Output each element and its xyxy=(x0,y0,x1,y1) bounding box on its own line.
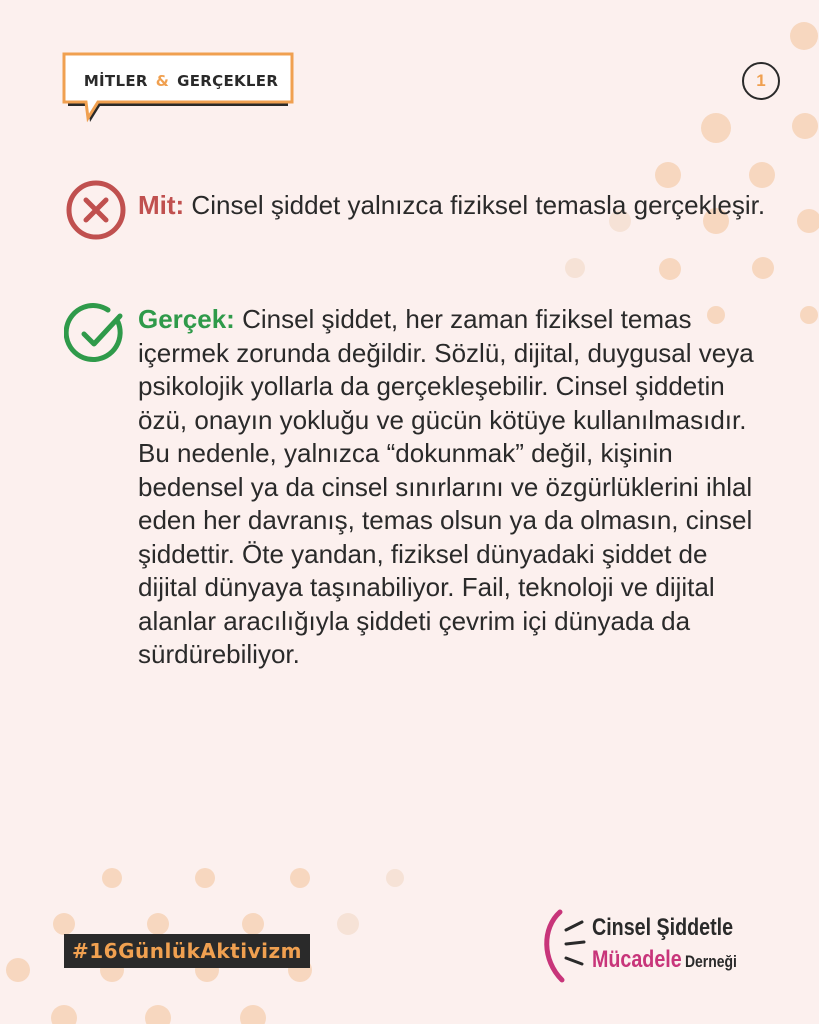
fact-statement xyxy=(138,303,768,672)
myth-block xyxy=(138,189,768,223)
myth-statement xyxy=(138,189,768,223)
badge-title xyxy=(64,56,298,106)
fact-label: Gerçek: xyxy=(138,304,235,334)
logo-mark-icon xyxy=(536,908,586,986)
logo-word-rest: Derneği xyxy=(684,952,737,971)
title-badge xyxy=(64,56,298,106)
x-circle-icon xyxy=(64,178,128,242)
organization-logo xyxy=(536,908,766,988)
myth-label: Mit: xyxy=(138,190,185,220)
logo-name-line2 xyxy=(592,946,737,974)
badge-word-facts: GERÇEKLER xyxy=(177,72,279,90)
page-number: 1 xyxy=(742,62,780,100)
badge-word-myths: MİTLER xyxy=(83,72,148,90)
fact-text: Cinsel şiddet, her zaman fiziksel temas içermek zorunda değildir. Sözlü, dijital, duygusal veya psikolojik yollarla da gerçekleşebilir. Cinsel şiddetin özü, onayın yokluğu ve gücün kötüye kullanılmasıdır. Bu nedenle, yalnızca “dokunmak” değil, kişinin bedensel ya da cinsel sınırlarını ve özgürlüklerini ihlal eden her davranış, temas olsun ya da olmasın, cinsel şiddettir. Öte yandan, fiziksel dünyadaki şiddet de dijital dünyaya taşınabiliyor. Fail, teknoloji ve dijital alanlar aracılığıyla şiddeti çevrim içi dünyada da sürdürebiliyor. xyxy=(138,304,754,669)
fact-block xyxy=(138,303,768,672)
hashtag-label: #16GünlükAktivizm xyxy=(64,934,310,968)
check-circle-icon xyxy=(64,302,128,366)
badge-ampersand: & xyxy=(155,72,170,90)
logo-word-colored: Mücadele xyxy=(592,946,682,973)
myth-text: Cinsel şiddet yalnızca fiziksel temasla gerçekleşir. xyxy=(184,190,766,220)
logo-name-line1: Cinsel Şiddetle xyxy=(592,914,734,941)
